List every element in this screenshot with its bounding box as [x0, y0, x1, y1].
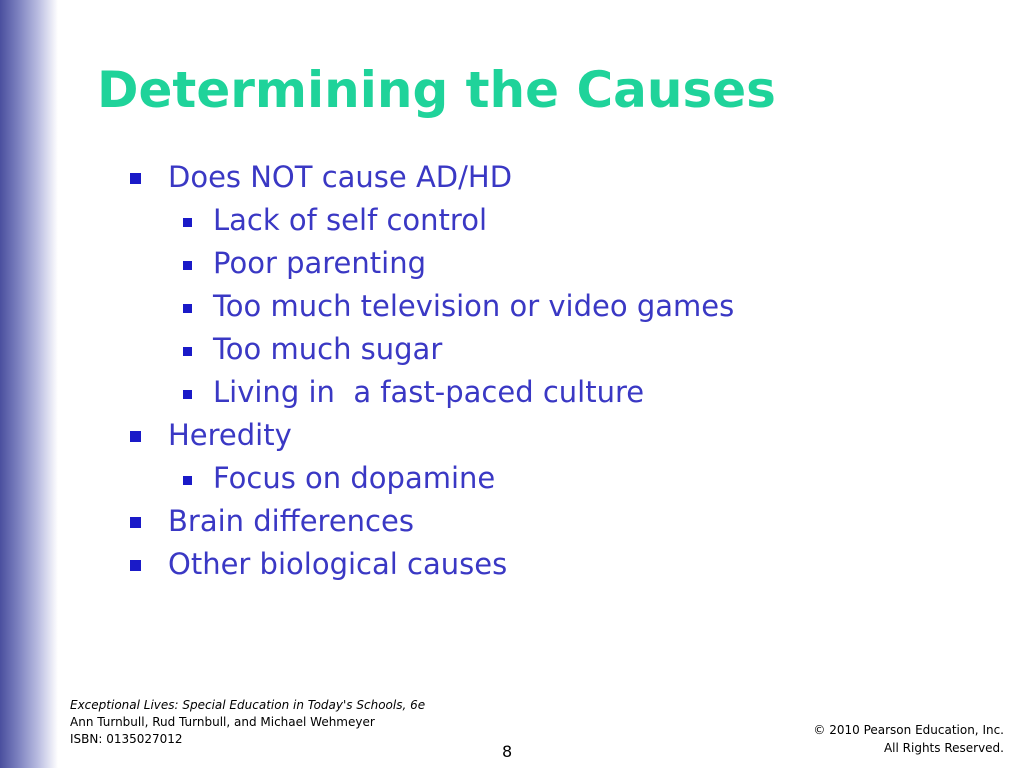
- square-bullet-icon: [183, 304, 192, 313]
- sub-bullet-item-poor-parenting: [0, 242, 1024, 285]
- book-isbn: ISBN: 0135027012: [70, 732, 183, 746]
- square-bullet-icon: [183, 218, 192, 227]
- bullet-item-biological-causes: [0, 543, 1024, 586]
- square-bullet-icon: [183, 476, 192, 485]
- sub-bullet-item-dopamine: [0, 457, 1024, 500]
- sub-bullet-text: Focus on dopamine: [213, 461, 496, 495]
- sub-bullet-item-culture: [0, 371, 1024, 414]
- bullet-list: [0, 156, 1024, 586]
- square-bullet-icon: [130, 560, 141, 571]
- bullet-item-heredity: [0, 414, 1024, 457]
- book-citation: [70, 697, 425, 748]
- bullet-item-does-not-cause: [0, 156, 1024, 199]
- bullet-text: Heredity: [168, 418, 292, 452]
- book-authors: Ann Turnbull, Rud Turnbull, and Michael Wehmeyer: [70, 715, 375, 729]
- copyright-line: © 2010 Pearson Education, Inc.: [813, 723, 1004, 737]
- sub-bullet-text: Living in a fast-paced culture: [213, 375, 645, 409]
- sub-bullet-item-television: [0, 285, 1024, 328]
- square-bullet-icon: [130, 431, 141, 442]
- bullet-item-brain-differences: [0, 500, 1024, 543]
- sub-bullet-text: Too much sugar: [213, 332, 443, 366]
- bullet-text: Brain differences: [168, 504, 414, 538]
- square-bullet-icon: [183, 390, 192, 399]
- bullet-text: Does NOT cause AD/HD: [168, 160, 513, 194]
- sub-bullet-text: Lack of self control: [213, 203, 488, 237]
- sub-bullet-text: Too much television or video games: [213, 289, 735, 323]
- page-number: 8: [502, 742, 513, 761]
- square-bullet-icon: [183, 261, 192, 270]
- sub-bullet-text: Poor parenting: [213, 246, 426, 280]
- rights-line: All Rights Reserved.: [883, 741, 1004, 755]
- sub-bullet-item-self-control: [0, 199, 1024, 242]
- slide-title: Determining the Causes: [97, 61, 776, 119]
- square-bullet-icon: [183, 347, 192, 356]
- square-bullet-icon: [130, 173, 141, 184]
- book-title: Exceptional Lives: Special Education in Today's Schools, 6e: [70, 698, 426, 712]
- sub-bullet-item-sugar: [0, 328, 1024, 371]
- bullet-text: Other biological causes: [168, 547, 508, 581]
- copyright-notice: [813, 721, 1004, 757]
- square-bullet-icon: [130, 517, 141, 528]
